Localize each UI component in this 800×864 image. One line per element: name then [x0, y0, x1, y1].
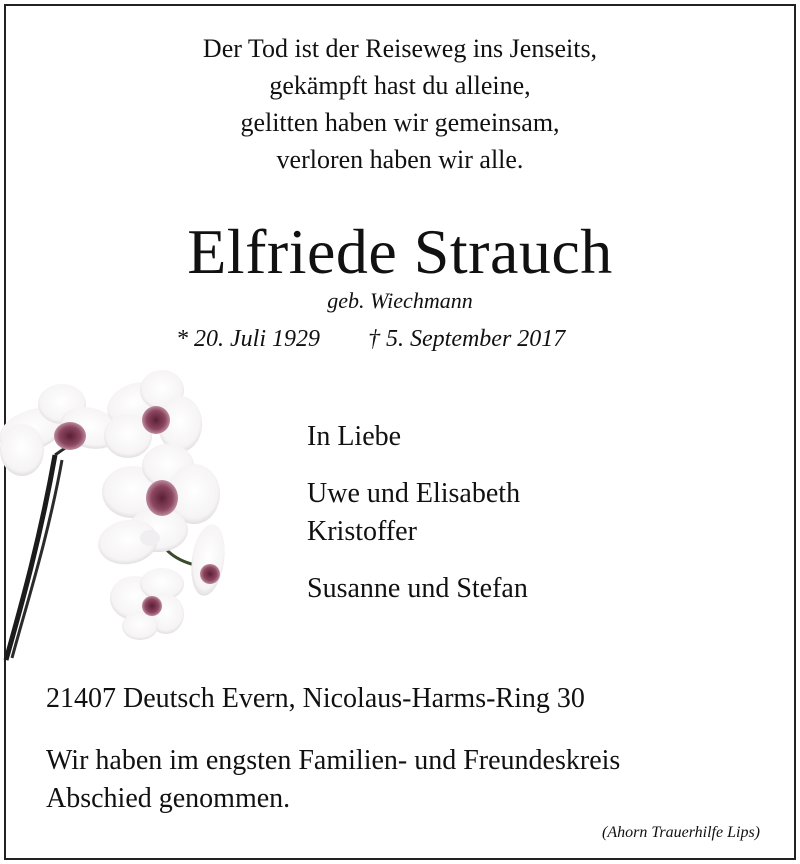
- mourners-block: [307, 418, 528, 608]
- verse-line-3: gelitten haben wir gemeinsam,: [240, 108, 560, 137]
- mourner-group-1-line-2: Kristoffer: [307, 516, 417, 547]
- deceased-name: Elfriede Strauch: [187, 216, 613, 287]
- death-date: † 5. September 2017: [368, 326, 566, 352]
- white-orchid-icon: [0, 360, 260, 670]
- funeral-home-credit: (Ahorn Trauerhilfe Lips): [602, 824, 760, 841]
- maiden-name: geb. Wiechmann: [327, 288, 473, 313]
- mourners-intro: In Liebe: [307, 421, 402, 452]
- memorial-verse: [0, 30, 800, 178]
- family-address: 21407 Deutsch Evern, Nicolaus-Harms-Ring 30: [46, 683, 585, 714]
- verse-line-1: Der Tod ist der Reiseweg ins Jenseits,: [202, 34, 598, 63]
- farewell-note: [46, 742, 620, 818]
- life-dates: [176, 326, 565, 353]
- note-line-2: Abschied genommen.: [46, 783, 291, 814]
- mourner-group-2: Susanne und Stefan: [307, 573, 528, 604]
- verse-line-4: verloren haben wir alle.: [276, 145, 524, 174]
- mourner-group-1-line-1: Uwe und Elisabeth: [307, 478, 521, 509]
- verse-line-2: gekämpft hast du alleine,: [269, 71, 531, 100]
- note-line-1: Wir haben im engsten Familien- und Freundeskreis: [46, 745, 621, 776]
- birth-date: * 20. Juli 1929: [176, 326, 320, 352]
